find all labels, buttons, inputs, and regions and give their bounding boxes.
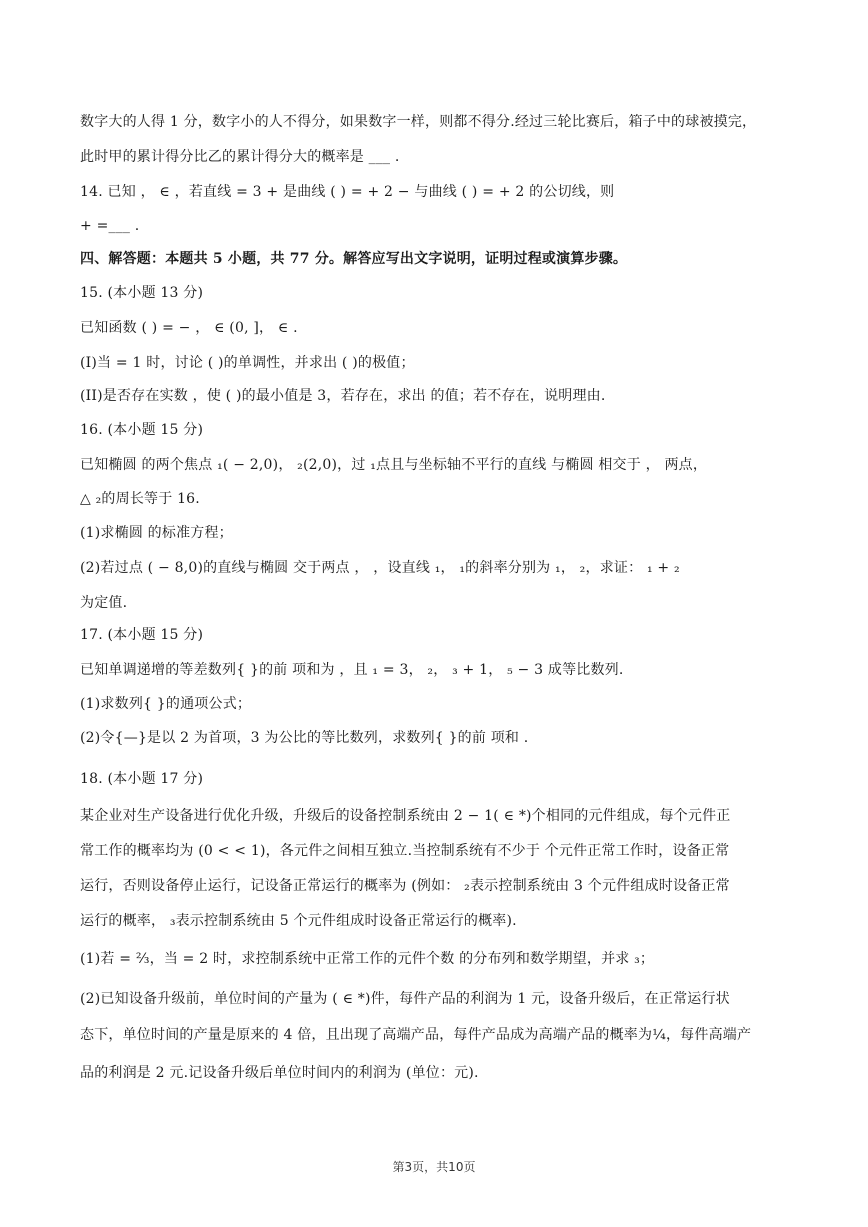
text-line: 品的利润是 2 元.记设备升级后单位时间内的利润为 (单位：元). — [80, 1065, 479, 1081]
text-line: (2)令{—}是以 2 为首项，3 为公比的等比数列，求数列{ }的前 项和 . — [80, 730, 529, 746]
text-line: (2)已知设备升级前，单位时间的产量为 ( ∈ *)件，每件产品的利润为 1 元，设备升级后，在正常运行状 — [80, 991, 730, 1007]
text-line: 已知函数 ( ) = − ， ∈ (0, ]， ∈ . — [80, 320, 298, 336]
text-line: (2)若过点 ( − 8,0)的直线与椭圆 交于两点 ， ，设直线 ₁， ₁的斜率分别为 ₁， ₂，求证： ₁ + ₂ — [80, 560, 680, 576]
question-heading: 15. (本小题 13 分) — [80, 285, 204, 301]
text-line: 某企业对生产设备进行优化升级，升级后的设备控制系统由 2 − 1( ∈ *)个相同的元件组成，每个元件正 — [80, 808, 731, 824]
text-line: (1)求数列{ }的通项公式； — [80, 696, 252, 712]
text-line: + =___ . — [80, 218, 140, 234]
text-line: (1)求椭圆 的标准方程； — [80, 525, 233, 541]
text-line: 14. 已知 ， ∈ ，若直线 = 3 + 是曲线 ( ) = + 2 − 与曲线 ( ) = + 2 的公切线，则 — [80, 184, 615, 200]
text-line: (II)是否存在实数 ，使 ( )的最小值是 3，若存在，求出 的值；若不存在，说明理由. — [80, 388, 606, 404]
text-line: 为定值. — [80, 595, 128, 611]
text-line: 常工作的概率均为 (0 < < 1)，各元件之间相互独立.当控制系统有不少于 个元件正常工作时，设备正常 — [80, 843, 730, 859]
page-footer: 第3页，共10页 — [392, 1160, 476, 1174]
text-line: △ ₂的周长等于 16. — [80, 491, 200, 507]
question-heading: 18. (本小题 17 分) — [80, 771, 204, 787]
text-line: (I)当 = 1 时，讨论 ( )的单调性，并求出 ( )的极值； — [80, 355, 415, 371]
question-heading: 17. (本小题 15 分) — [80, 627, 204, 643]
section-heading: 四、解答题：本题共 5 小题，共 77 分。解答应写出文字说明，证明过程或演算步骤。 — [80, 251, 628, 267]
question-heading: 16. (本小题 15 分) — [80, 422, 204, 438]
text-line: 已知椭圆 的两个焦点 ₁( − 2,0)， ₂(2,0)，过 ₁点且与坐标轴不平行的直线 与椭圆 相交于 ， 两点， — [80, 457, 708, 473]
text-line: 运行，否则设备停止运行，记设备正常运行的概率为 (例如： ₂表示控制系统由 3 个元件组成时设备正常 — [80, 878, 730, 894]
text-line: 运行的概率， ₃表示控制系统由 5 个元件组成时设备正常运行的概率). — [80, 913, 517, 929]
text-line: 态下，单位时间的产量是原来的 4 倍，且出现了高端产品，每件产品成为高端产品的概率为¼，每件高端产 — [80, 1027, 752, 1043]
text-line: 已知单调递增的等差数列{ }的前 项和为 ，且 ₁ = 3， ₂， ₃ + 1， ₅ − 3 成等比数列. — [80, 662, 624, 678]
text-line: (1)若 = ⅔，当 = 2 时，求控制系统中正常工作的元件个数 的分布列和数学期望，并求 ₃； — [80, 951, 655, 967]
text-line: 数字大的人得 1 分，数字小的人不得分，如果数字一样，则都不得分.经过三轮比赛后，箱子中的球被摸完， — [80, 114, 757, 130]
text-line: 此时甲的累计得分比乙的累计得分大的概率是 ___ . — [80, 149, 400, 165]
